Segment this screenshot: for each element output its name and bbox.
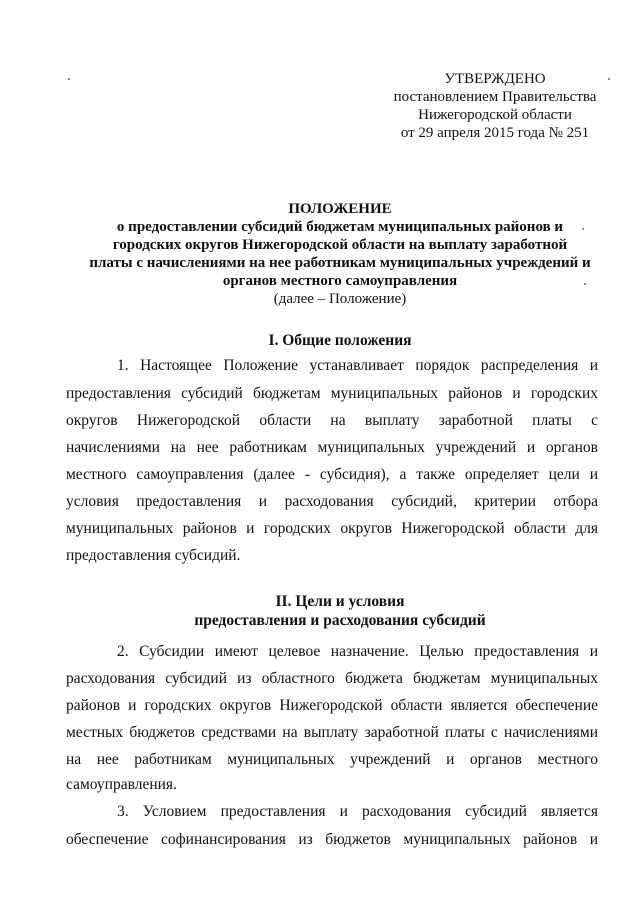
paragraph-line: предоставления субсидий. bbox=[66, 547, 241, 564]
scan-speck bbox=[68, 78, 70, 80]
approval-title: УТВЕРЖДЕНО bbox=[444, 71, 546, 87]
paragraph-line: местных бюджетов средствами на выплату заработной платы с начислениями bbox=[66, 724, 598, 741]
title-line: о предоставлении субсидий бюджетам муниципальных районов и bbox=[116, 219, 564, 235]
title-line: платы с начислениями на нее работникам муниципальных учреждений и bbox=[89, 255, 591, 271]
paragraph-line: условия предоставления и расходования субсидий, критерии отбора bbox=[66, 493, 598, 510]
approval-region: Нижегородской области bbox=[418, 107, 572, 123]
title-note: (далее – Положение) bbox=[273, 291, 407, 307]
section-2-heading-line: II. Цели и условия bbox=[275, 593, 405, 610]
document-title bbox=[60, 200, 620, 308]
paragraph-line: начислениями на нее работникам муниципальных учреждений и органов bbox=[66, 439, 598, 456]
paragraph-line: 3. Условием предоставления и расходования субсидий является bbox=[117, 803, 598, 820]
paragraph-line: районов и городских округов Нижегородской области является обеспечение bbox=[66, 697, 598, 714]
paragraph-line: самоуправления. bbox=[66, 776, 177, 793]
approval-authority: постановлением Правительства bbox=[393, 89, 597, 105]
paragraph-line: муниципальных районов и городских округов Нижегородской области для bbox=[66, 520, 598, 537]
paragraph-line: на нее работникам муниципальных учреждений и органов местного bbox=[66, 751, 598, 768]
scan-speck bbox=[608, 78, 610, 80]
paragraph-line: 1. Настоящее Положение устанавливает порядок распределения и bbox=[117, 357, 598, 374]
section-1-heading bbox=[60, 331, 620, 350]
paragraph-line: местного самоуправления (далее - субсидия), а также определяет цели и bbox=[66, 466, 598, 483]
paragraph-line: округов Нижегородской области на выплату заработной платы с bbox=[66, 412, 598, 429]
paragraph-line: предоставления субсидий бюджетам муниципальных районов и городских bbox=[66, 385, 598, 402]
approval-date: от 29 апреля 2015 года № 251 bbox=[400, 125, 590, 141]
section-2-heading bbox=[60, 592, 620, 630]
paragraph-line: обеспечение софинансирования из бюджетов муниципальных районов и bbox=[66, 831, 598, 848]
paragraph-line: 2. Субсидии имеют целевое назначение. Целью предоставления и bbox=[117, 643, 598, 660]
paragraph-line: расходования субсидий из областного бюджета бюджетам муниципальных bbox=[66, 670, 598, 687]
title-line: городских округов Нижегородской области на выплату заработной bbox=[112, 237, 568, 253]
title-line: органов местного самоуправления bbox=[222, 273, 458, 289]
title-heading: ПОЛОЖЕНИЕ bbox=[288, 201, 392, 217]
scan-speck bbox=[584, 283, 586, 285]
section-2-heading-line: предоставления и расходования субсидий bbox=[194, 612, 486, 629]
approval-stamp bbox=[360, 70, 630, 142]
scan-speck bbox=[582, 228, 584, 230]
section-1-heading-text: I. Общие положения bbox=[268, 332, 412, 349]
